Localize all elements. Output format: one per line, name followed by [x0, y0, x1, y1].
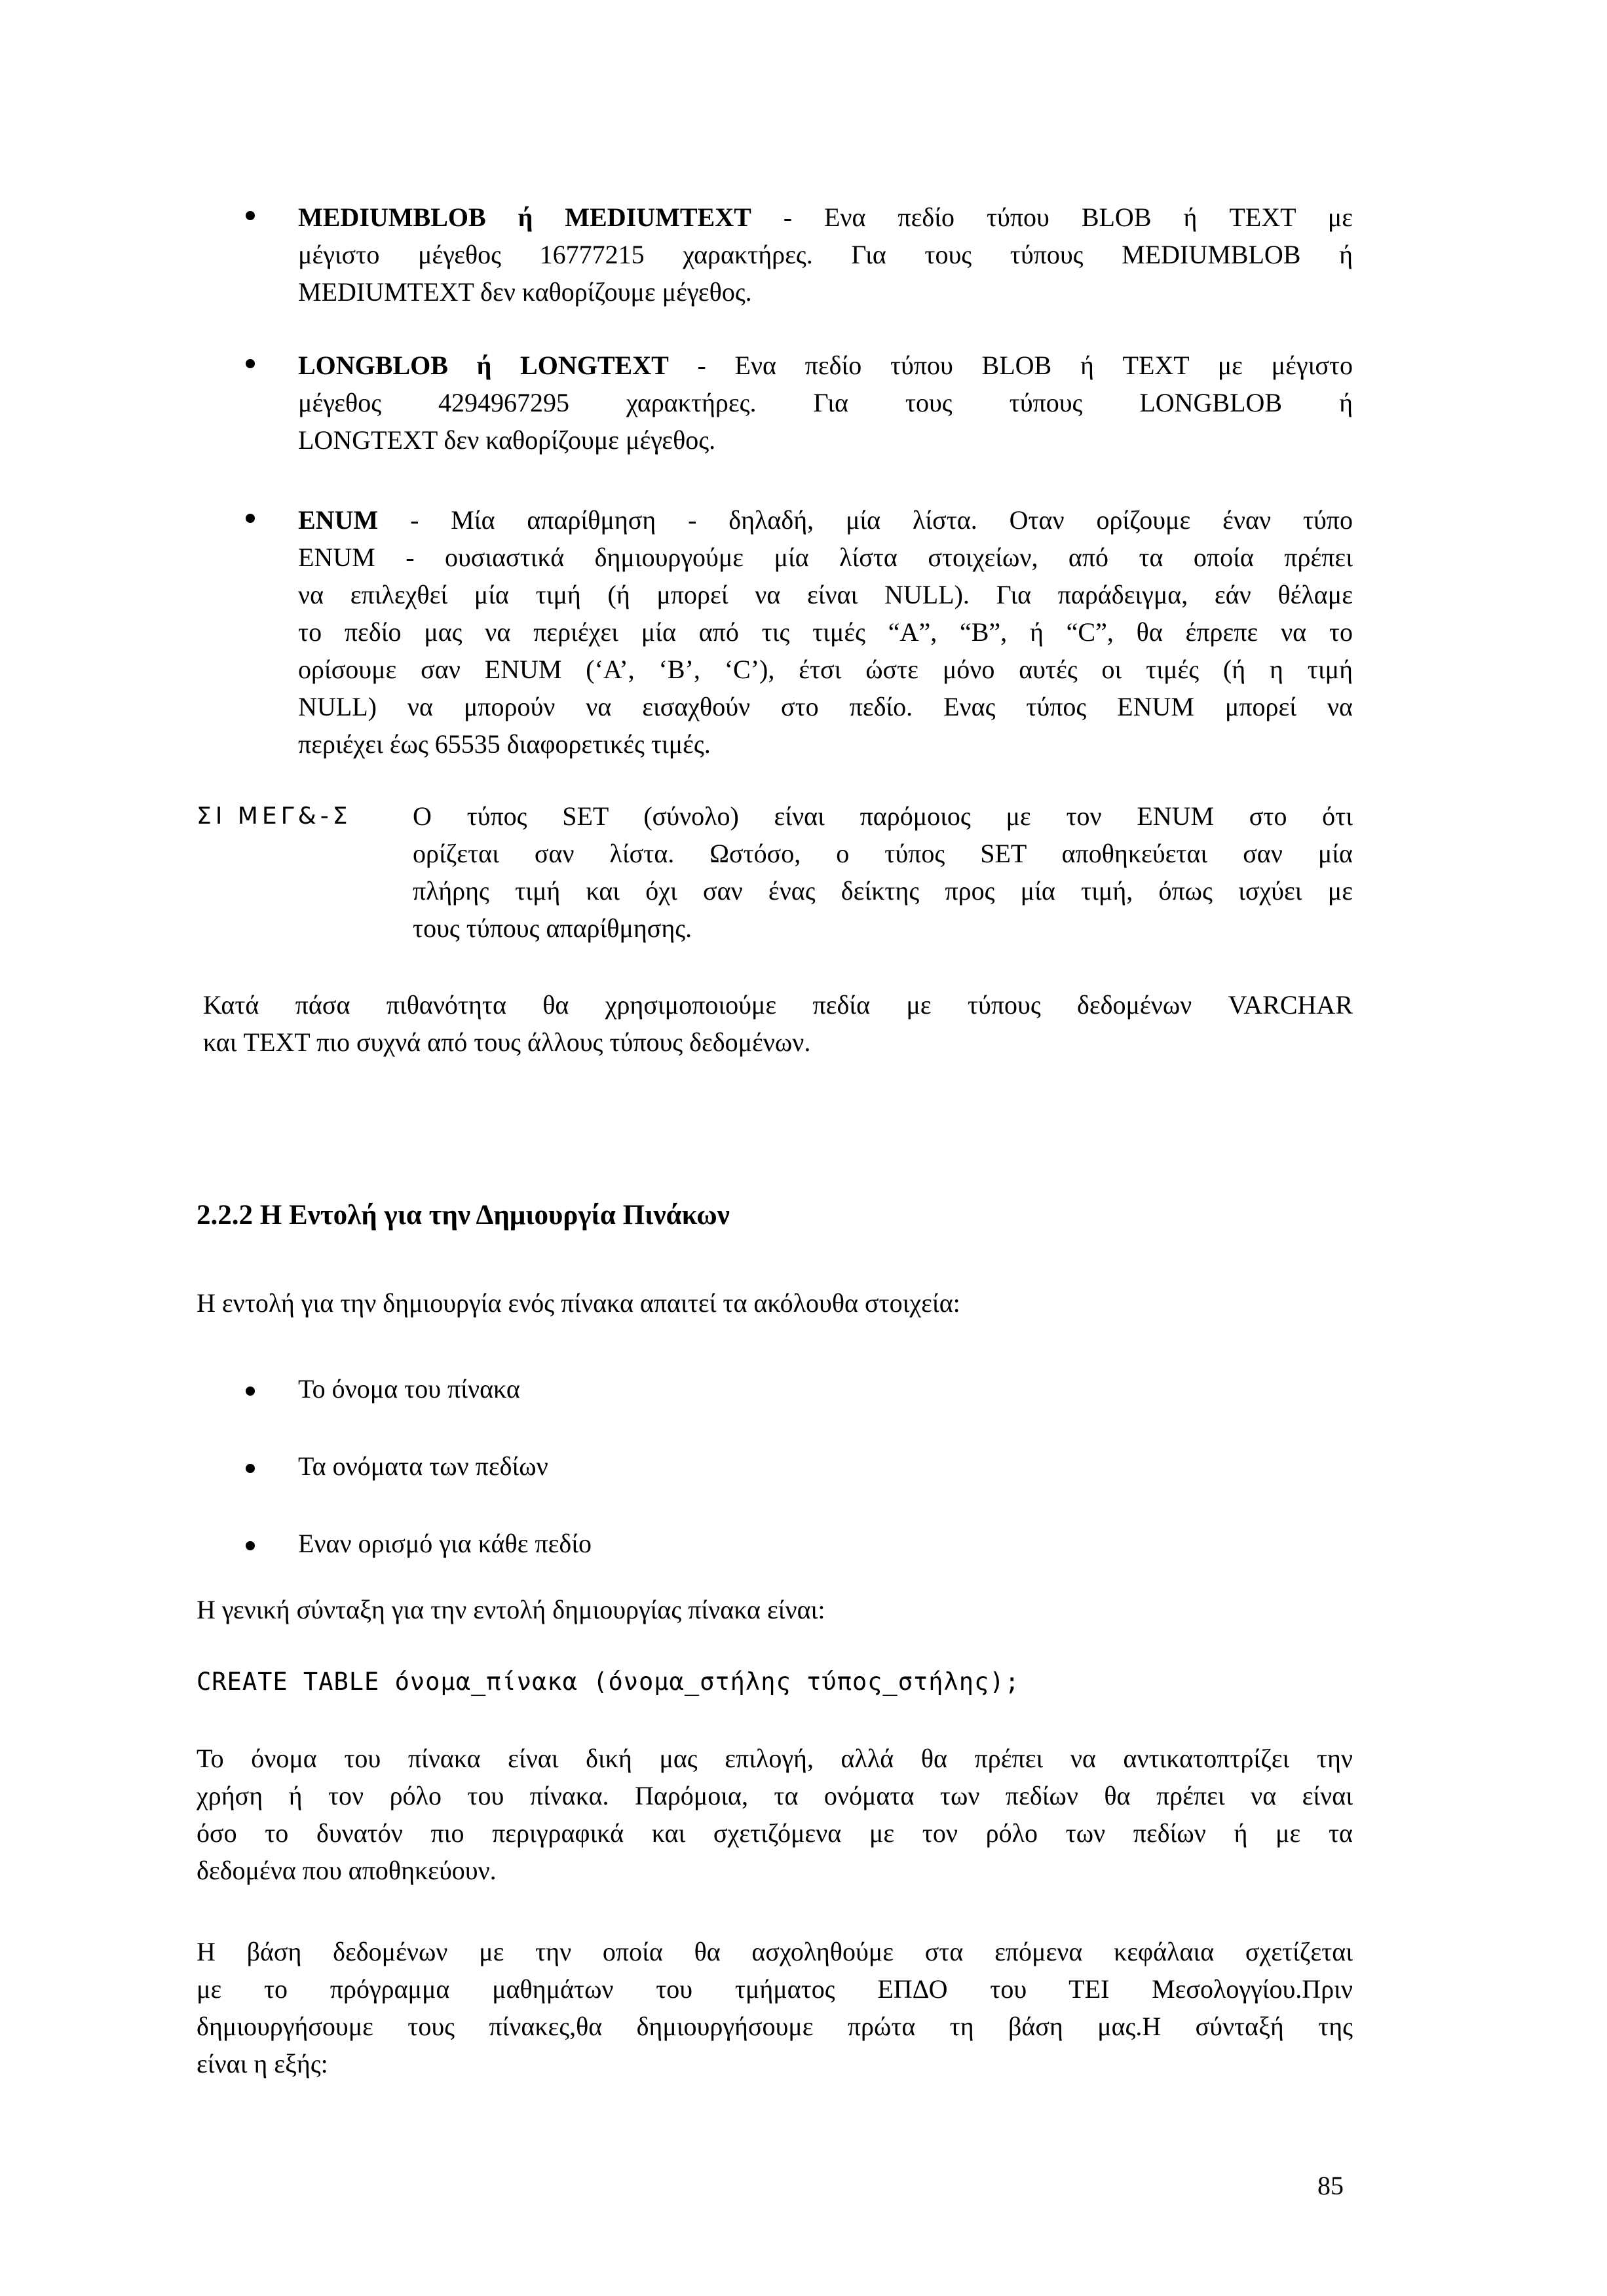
paragraph-varchar — [203, 986, 1353, 1061]
bullet-line: να επιλεχθεί μία τιμή (ή μπορεί να είναι NULL). Για παράδειγμα, εάν θέλαμε — [298, 580, 1353, 609]
note-line: τους τύπους απαρίθμησης. — [413, 913, 692, 943]
bullet-longblob — [298, 347, 1353, 459]
paragraph-database — [197, 1933, 1353, 2082]
note-line: Ο τύπος SET (σύνολο) είναι παρόμοιος με τον ENUM στο ότι — [413, 801, 1353, 831]
paragraph-line: είναι η εξής: — [197, 2049, 328, 2078]
intro-line — [197, 1284, 1353, 1322]
paragraph-line: Κατά πάσα πιθανότητα θα χρησιμοποιούμε πεδία με τύπους δεδομένων VARCHAR — [203, 990, 1353, 1020]
list-item: Εναν ορισμό για κάθε πεδίο — [298, 1529, 592, 1558]
bullet-icon — [246, 359, 255, 368]
bullet-icon — [246, 1541, 255, 1550]
syntax-intro-text: Η γενική σύνταξη για την εντολή δημιουργίας πίνακα είναι: — [197, 1595, 825, 1624]
paragraph-line: με το πρόγραμμα μαθημάτων του τμήματος ΕΠΔΟ του ΤΕΙ Μεσολογγίου.Πριν — [197, 1974, 1353, 2004]
bullet-line: - Ενα πεδίο τύπου BLOB ή TEXT με μέγιστο — [668, 351, 1353, 380]
bullet-line: LONGTEXT δεν καθορίζουμε μέγεθος. — [298, 425, 716, 455]
bullet-line: ENUM - ουσιαστικά δημιουργούμε μία λίστα στοιχείων, από τα οποία πρέπει — [298, 543, 1353, 572]
code-block: CREATE TABLE όνομα_πίνακα (όνομα_στήλης τύπος_στήλης); — [197, 1668, 1020, 1696]
bullet-line: - Ενα πεδίο τύπου BLOB ή TEXT με — [751, 202, 1353, 232]
paragraph-line: χρήση ή τον ρόλο του πίνακα. Παρόμοια, τα ονόματα των πεδίων θα πρέπει να είναι — [197, 1781, 1353, 1810]
note-label: ΣΙ ΜΕΓ&-Σ — [197, 803, 352, 830]
paragraph-line: δημιουργήσουμε τους πίνακες,θα δημιουργήσουμε πρώτα τη βάση μας.Η σύνταξή της — [197, 2012, 1353, 2041]
bullet-icon — [246, 211, 255, 220]
bullet-term: LONGBLOB ή LONGTEXT — [298, 351, 669, 380]
paragraph-line: και TEXT πιο συχνά από τους άλλους τύπους δεδομένων. — [203, 1027, 811, 1057]
bullet-line: NULL) να μπορούν να εισαχθούν στο πεδίο. Ενας τύπος ENUM μπορεί να — [298, 692, 1353, 721]
note-line: ορίζεται σαν λίστα. Ωστόσο, ο τύπος SET αποθηκεύεται σαν μία — [413, 839, 1353, 868]
bullet-mediumblob — [298, 199, 1353, 311]
bullet-line: περιέχει έως 65535 διαφορετικές τιμές. — [298, 729, 711, 759]
paragraph-line: δεδομένα που αποθηκεύουν. — [197, 1856, 497, 1885]
section-title: 2.2.2 Η Εντολή για την Δημιουργία Πινάκων — [197, 1200, 730, 1231]
bullet-icon — [246, 514, 255, 523]
list-item: Το όνομα του πίνακα — [298, 1374, 520, 1404]
intro-text: Η εντολή για την δημιουργία ενός πίνακα απαιτεί τα ακόλουθα στοιχεία: — [197, 1288, 960, 1318]
bullet-line: - Μία απαρίθμηση - δηλαδή, μία λίστα. Οταν ορίζουμε έναν τύπο — [378, 505, 1353, 535]
paragraph-naming — [197, 1740, 1353, 1889]
page-number: 85 — [1317, 2171, 1344, 2200]
bullet-enum — [298, 501, 1353, 763]
bullet-icon — [246, 1464, 255, 1473]
note-line: πλήρης τιμή και όχι σαν ένας δείκτης προς μία τιμή, όπως ισχύει με — [413, 876, 1353, 906]
bullet-icon — [246, 1387, 255, 1396]
bullet-line: μέγιστο μέγεθος 16777215 χαρακτήρες. Για τους τύπους MEDIUMBLOB ή — [298, 240, 1353, 269]
list-item: Τα ονόματα των πεδίων — [298, 1451, 548, 1481]
bullet-line: το πεδίο μας να περιέχει μία από τις τιμές “A”, “B”, ή “C”, θα έπρεπε να το — [298, 617, 1353, 647]
paragraph-line: Η βάση δεδομένων με την οποία θα ασχοληθούμε στα επόμενα κεφάλαια σχετίζεται — [197, 1937, 1353, 1966]
bullet-line: MEDIUMTEXT δεν καθορίζουμε μέγεθος. — [298, 277, 752, 307]
bullet-line: ορίσουμε σαν ENUM (‘A’, ‘B’, ‘C’), έτσι ώστε μόνο αυτές οι τιμές (ή η τιμή — [298, 655, 1353, 684]
paragraph-line: όσο το δυνατόν πιο περιγραφικά και σχετιζόμενα με τον ρόλο των πεδίων ή με τα — [197, 1818, 1353, 1848]
syntax-intro — [197, 1591, 1353, 1628]
bullet-line: μέγεθος 4294967295 χαρακτήρες. Για τους τύπους LONGBLOB ή — [298, 388, 1353, 417]
paragraph-line: Το όνομα του πίνακα είναι δική μας επιλογή, αλλά θα πρέπει να αντικατοπτρίζει την — [197, 1744, 1353, 1773]
note-text — [413, 797, 1353, 947]
bullet-term: ENUM — [298, 505, 379, 535]
bullet-term: MEDIUMBLOB ή MEDIUMTEXT — [298, 202, 751, 232]
